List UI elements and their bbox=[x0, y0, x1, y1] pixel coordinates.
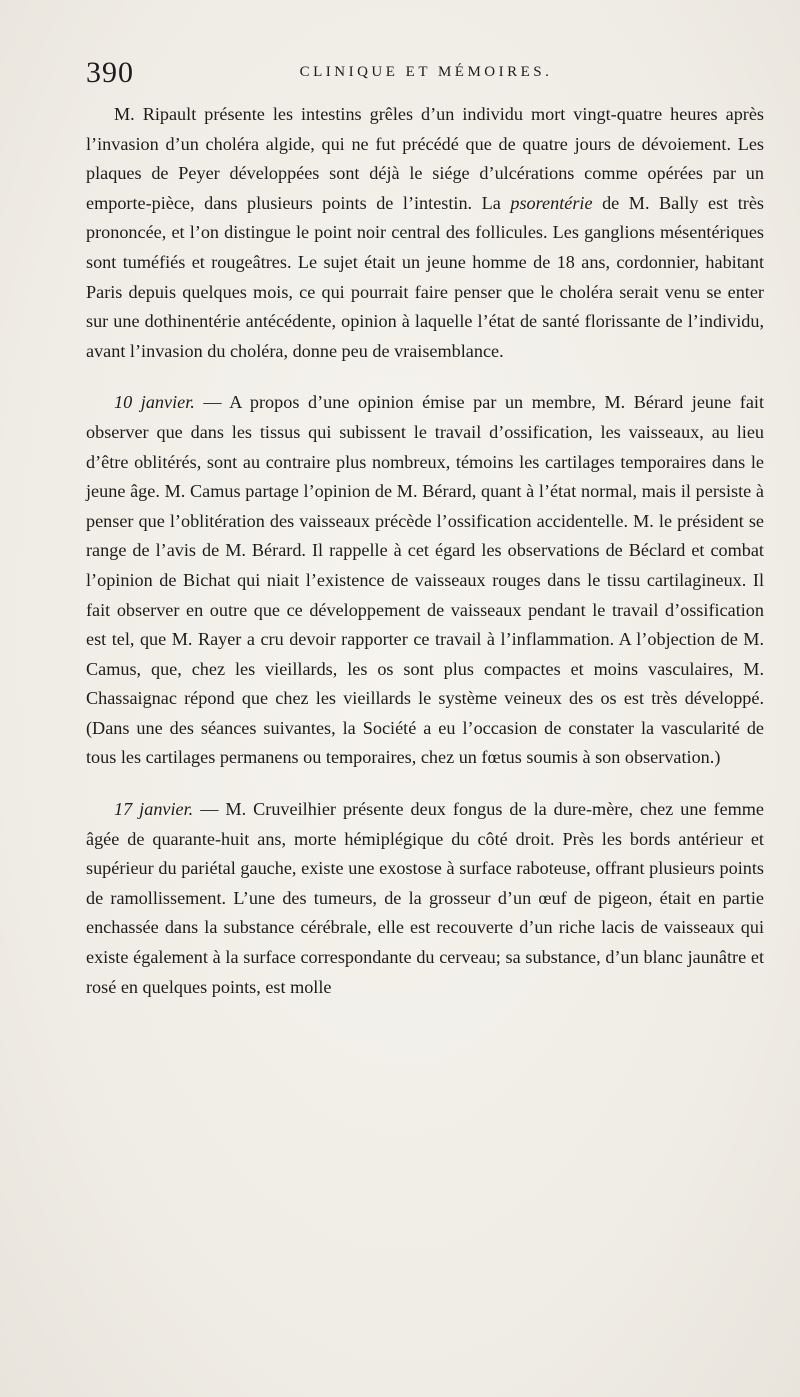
page-number: 390 bbox=[86, 56, 134, 89]
paragraph-17-janvier bbox=[86, 795, 764, 1002]
date-separator: — bbox=[193, 799, 226, 820]
paragraph-text: A propos d’une opinion émise par un membre, M. Bérard jeune fait observer que dans les tissus qui subissent le travail d’ossification, les vaisseaux, au lieu d’être oblitérés, sont au contraire plus nombreux, témoins les cartilages temporaires dans le jeune âge. M. Camus partage l’opinion de M. Bérard, quant à l’état normal, mais il persiste à penser que l’oblitération des vaisseaux précède l’ossification accidentelle. M. le président se range de l’avis de M. Bérard. Il rappelle à cet égard les observations de Béclard et combat l’opinion de Bichat qui niait l’existence de vaisseaux rouges dans le tissu cartilagineux. Il fait observer en outre que ce développement de vaisseaux pendant le travail d’ossification est tel, que M. Rayer a cru devoir rapporter ce travail à l’inflammation. A l’objection de M. Camus, que, chez les vieillards, les os sont plus compactes et moins vasculaires, M. Chassaignac répond que chez les vieillards le système veineux des os est très développé. (Dans une des séances suivantes, la Société a eu l’occasion de constater la vascularité de tous les cartilages permanens ou temporaires, chez un fœtus soumis à son observation.) bbox=[86, 392, 765, 768]
running-title: CLINIQUE ET MÉMOIRES. bbox=[299, 64, 553, 80]
paragraph-10-janvier bbox=[86, 388, 764, 773]
paragraph-ripault bbox=[86, 100, 764, 366]
entry-date: 10 janvier. bbox=[114, 392, 195, 413]
date-separator: — bbox=[194, 392, 230, 413]
paragraph-text: M. Ripault présente les intestins grêles d’un individu mort vingt-quatre heures après l’invasion d’un choléra algide, qui ne fut précédé que de quatre jours de dévoiement. Les plaques de Peyer développées sont déjà le siége d’ulcérations comme opérées par un emporte-pièce, dans plusieurs points de l’intestin. La bbox=[86, 104, 764, 213]
body-text bbox=[86, 100, 764, 1002]
italic-term: psorentérie bbox=[510, 192, 593, 213]
paragraph-text: de M. Bally est très prononcée, et l’on distingue le point noir central des follicules. Les ganglions mésentériques sont tuméfiés et rougeâtres. Le sujet était un jeune homme de 18 ans, cordonnier, habitant Paris depuis quelques mois, ce qui pourrait faire penser que le choléra serait venu se enter sur une dothinentérie antécédente, opinion à laquelle l’état de santé florissante de l’individu, avant l’invasion du choléra, donne peu de vraisemblance. bbox=[86, 192, 764, 361]
paragraph-text: M. Cruveilhier présente deux fongus de la dure-mère, chez une femme âgée de quarante-huit ans, morte hémiplégique du côté droit. Près les bords antérieur et supérieur du pariétal gauche, existe une exostose à surface raboteuse, offrant plusieurs points de ramollissement. L’une des tumeurs, de la grosseur d’un œuf de pigeon, était en partie enchassée dans la substance cérébrale, elle est recouverte d’un riche lacis de vaisseaux qui existe également à la surface correspondante du cerveau; sa substance, d’un blanc jaunâtre et rosé en quelques points, est molle bbox=[86, 799, 765, 997]
entry-date: 17 janvier. bbox=[114, 799, 194, 820]
page-header bbox=[86, 56, 766, 96]
